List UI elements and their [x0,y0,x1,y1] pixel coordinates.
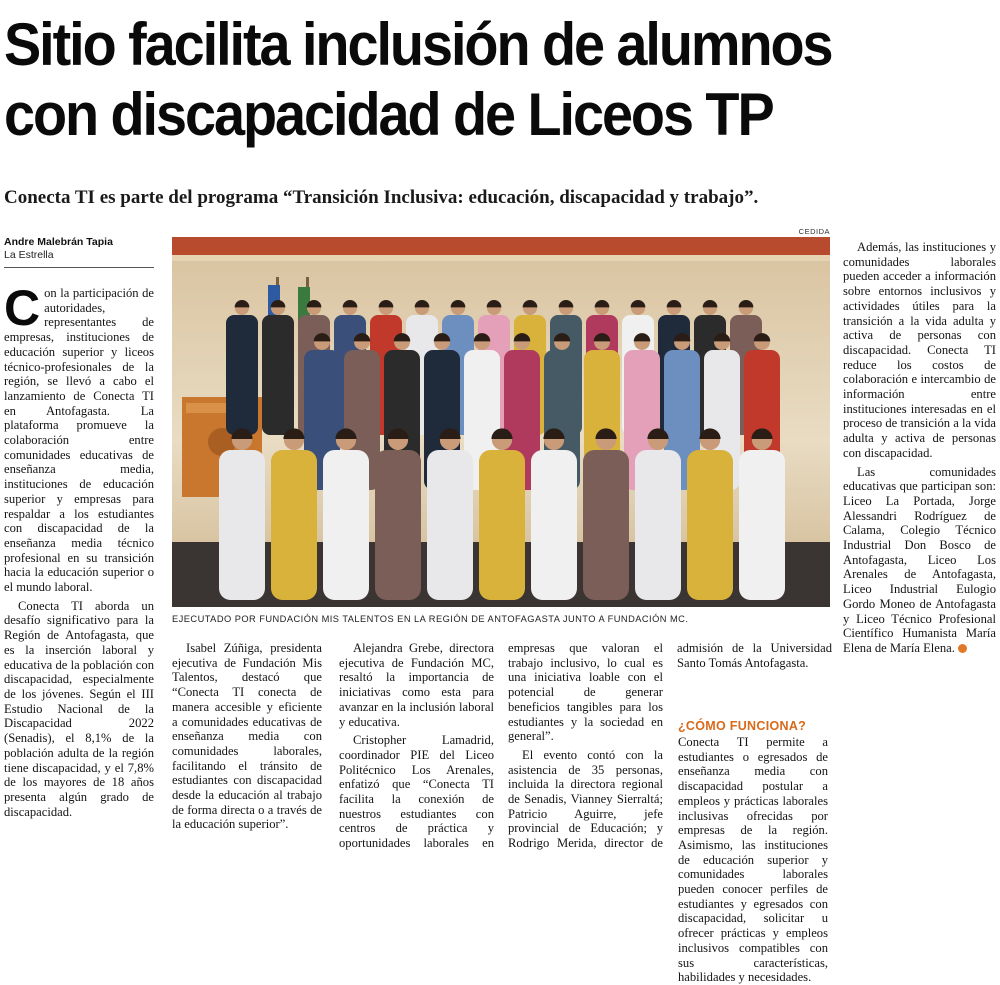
headline [4,10,929,150]
paragraph-7: Conecta TI permite a estudiantes o egresados de enseñanza media con discapacidad postular a empleos y prácticas laborales inclusivas ofrecidas por empresas de la región. Asimismo, las instituciones de educación superior y comunidades laborales pueden conocer perfiles de estudiantes y egresados con discapacidad, solicitar u ofrecer prácticas y empleos inclusivos compatibles con sus características, habilidades y necesidades. [678,735,828,985]
outlet-name: La Estrella [4,249,54,261]
person-figure [219,450,265,600]
drop-cap: C [4,280,41,336]
person-figure [479,450,525,600]
person-figure [635,450,681,600]
person-figure [323,450,369,600]
section-subtitle: ¿CÓMO FUNCIONA? [678,719,807,733]
paragraph-1 [4,280,154,595]
group-photo [172,237,830,607]
paragraph-9 [843,465,996,656]
headline-line-2: con discapacidad de Liceos TP [4,81,773,148]
photo-caption: EJECUTADO POR FUNDACIÓN MIS TALENTOS EN LA REGIÓN DE ANTOFAGASTA JUNTO A FUNDACIÓN MC. [172,614,689,624]
person-figure [262,315,294,435]
person-figure [271,450,317,600]
photo-credit: CEDIDA [798,227,830,236]
article-column-2 [172,641,322,832]
paragraph-4: Alejandra Grebe, directora ejecutiva de Fundación MC, resaltó la importancia de iniciativas como esta para avanzar en la inclusión laboral y educativa. [339,641,494,729]
paragraph-1-text: on la participación de autoridades, representantes de empresas, instituciones de educación superior y liceos técnico-profesionales de la región, se llevó a cabo el lanzamiento de Conecta TI en Antofagasta. La plataforma promueve la colaboración entre comunidades educativas de enseñanza media, instituciones de educación superior y empresas para respaldar a los estudiantes con discapacidad de la enseñanza media técnico profesional en su transición hacia la educación superior o el mundo laboral. [4,286,154,595]
byline-divider [4,267,154,268]
paragraph-8: Además, las instituciones y comunidades laborales pueden acceder a información sobre entornos inclusivos y actividades útiles para la transición a la vida adulta y activa de personas con discapacidad. Conecta TI reduce los costos de colaboración e intercambio de información entre instituciones interesadas en el proceso de transición a la vida adulta y activa de personas con discapacidad. [843,240,996,460]
subheadline: Conecta TI es parte del programa “Transición Inclusiva: educación, discapacidad y trabajo”. [4,187,759,208]
paragraph-2: Conecta TI aborda un desafío significativo para la Región de Antofagasta, que es la inserción laboral y educativa de la población con discapacidad, especialmente de los jóvenes. Según el III Estudio Nacional de la Discapacidad 2022 (Senadis), el 8,1% de la población adulta de la región tiene discapacidad, y el 7,8% de los mayores de 18 años presenta algún grado de discapacidad. [4,598,154,819]
paragraph-9-text: Las comunidades educativas que participan son: Liceo La Portada, Jorge Alessandri Rodríguez de Calama, Colegio Técnico Industrial Don Bosco de Antofagasta, Liceo Los Arenales de Antofagasta, Liceo Industrial Eulogio Gordo Moneo de Antofagasta y Liceo Técnico Profesional Científico Humanista María Elena de María Elena. [843,464,996,655]
person-figure [427,450,473,600]
person-figure [226,315,258,435]
person-figure [375,450,421,600]
end-mark-icon [958,644,967,653]
person-figure [531,450,577,600]
author-name: Andre Malebrán Tapia [4,236,113,248]
person-figure [739,450,785,600]
paragraph-6: El evento contó con la asistencia de 35 personas, incluida la directora regional de Senadis, Vianney Sierraltá; Patricio Aguirre, jefe provincial de Educación; y Rodrigo Merida, director de admisión de la Universidad Santo Tomás Antofagasta. [508,641,832,851]
headline-line-1: Sitio facilita inclusión de alumnos [4,11,832,78]
article-column-1 [4,280,154,819]
paragraph-3: Isabel Zúñiga, presidenta ejecutiva de Fundación Mis Talentos, destacó que “Conecta TI conecta de manera accesible y eficiente a comunidades educativas de enseñanza media con comunidades laborales, facilitando el tránsito de estudiantes con discapacidad desde la educación al trabajo de forma directa o a través de la educación superior”. [172,641,322,832]
person-figure [583,450,629,600]
article-column-5 [678,719,828,985]
article-column-6 [843,240,996,656]
paragraph-5: Cristopher Lamadrid, coordinador PIE del Liceo Politécnico Los Arenales, enfatizó que “Conecta TI facilita la conexión de nuestros estudiantes con centros de práctica y oportunidades laborales en empresas que valoran el trabajo inclusivo, lo cual es una iniciativa loable con el potencial de generar beneficios tangibles para los estudiantes y la sociedad en general”. [339,641,663,851]
person-figure [687,450,733,600]
